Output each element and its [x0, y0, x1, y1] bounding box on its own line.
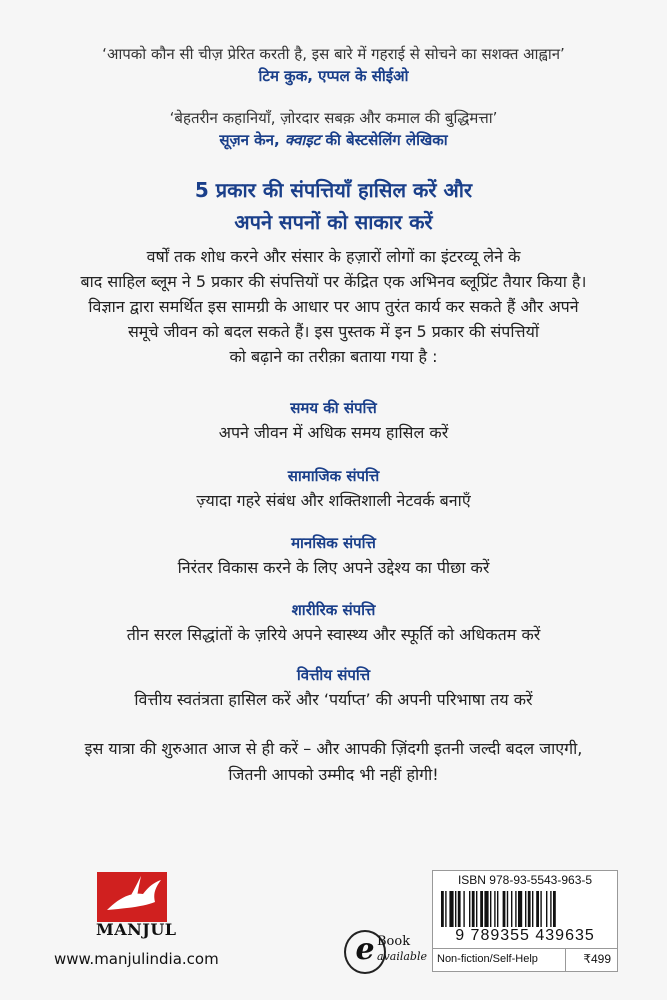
isbn-barcode: [432, 870, 618, 972]
intro-line-1: वर्षों तक शोध करने और संसार के हज़ारों लोगों का इंटरव्यू लेने के: [146, 247, 521, 266]
barcode-bar: [441, 891, 444, 927]
barcode-info-row: [433, 948, 617, 971]
section-financial-title: वित्तीय संपत्ति: [296, 666, 371, 684]
barcode-bar: [484, 891, 488, 927]
barcode-bar: [503, 891, 506, 927]
quote-1-text: ‘आपको कौन सी चीज़ प्रेरित करती है, इस बारे में गहराई से सोचने का सशक्त आह्वान’: [102, 45, 565, 63]
barcode-bar: [550, 891, 551, 927]
section-mental-title: मानसिक संपत्ति: [291, 534, 376, 552]
closing-line-2: जितनी आपको उम्मीद भी नहीं होगी!: [228, 765, 439, 784]
section-mental-desc: निरंतर विकास करने के लिए अपने उद्देश्य का पीछा करें: [177, 558, 490, 577]
section-time-desc: अपने जीवन में अधिक समय हासिल करें: [218, 423, 449, 442]
ebook-available-label: available: [377, 950, 427, 963]
barcode-bars: [441, 891, 609, 927]
intro-line-5: को बढ़ाने का तरीक़ा बताया गया है :: [229, 347, 438, 366]
barcode-bar: [540, 891, 541, 927]
barcode-bar: [469, 891, 470, 927]
barcode-digits: 9 789355 439635: [455, 927, 595, 944]
book-price: ₹499: [583, 952, 611, 966]
section-social-desc: ज़्यादा गहरे संबंध और शक्तिशाली नेटवर्क बनाएँ: [196, 491, 471, 510]
price-divider: [565, 949, 566, 971]
section-time-title: समय की संपत्ति: [290, 399, 377, 417]
barcode-bar: [546, 891, 547, 927]
barcode-bar: [518, 891, 522, 927]
quote-2-author: [0, 130, 667, 150]
barcode-bar: [515, 891, 516, 927]
barcode-bar: [458, 891, 461, 927]
intro-line-4: समूचे जीवन को बदल सकते हैं। इस पुस्तक में इन 5 प्रकार की संपत्तियों: [127, 322, 540, 341]
barcode-bar: [528, 891, 531, 927]
section-social-title: सामाजिक संपत्ति: [287, 467, 380, 485]
barcode-bar: [525, 891, 526, 927]
isbn-number: ISBN 978-93-5543-963-5: [457, 873, 593, 887]
quote-2-text: ‘बेहतरीन कहानियाँ, ज़ोरदार सबक़ और कमाल की बुद्धिमत्ता’: [169, 109, 498, 127]
section-physical-desc: तीन सरल सिद्धांतों के ज़रिये अपने स्वास्थ्य और स्फूर्ति को अधिकतम करें: [126, 625, 541, 644]
barcode-bar: [553, 891, 556, 927]
barcode-bar: [480, 891, 483, 927]
barcode-bar: [497, 891, 498, 927]
barcode-bar: [472, 891, 475, 927]
barcode-bar: [445, 891, 446, 927]
quote-2-author-rest: की बेस्टसेलिंग लेखिका: [325, 131, 448, 149]
ebook-label: Book: [377, 934, 411, 949]
barcode-bar: [463, 891, 464, 927]
quote-1-author: टिम कुक, एप्पल के सीईओ: [258, 67, 409, 85]
publisher-logo: [97, 872, 167, 922]
section-financial-desc: वित्तीय स्वतंत्रता हासिल करें और ‘पर्याप्त’ की अपनी परिभाषा तय करें: [134, 690, 533, 709]
section-physical-title: शारीरिक संपत्ति: [291, 601, 376, 619]
barcode-bar: [476, 891, 477, 927]
barcode-bar: [511, 891, 512, 927]
quote-2-author-book: क्वाइट: [284, 131, 321, 149]
barcode-bar: [449, 891, 453, 927]
ebook-e-icon: e: [344, 930, 386, 974]
barcode-bar: [490, 891, 491, 927]
ebook-available-badge: [344, 930, 428, 974]
book-category: Non-fiction/Self-Help: [437, 953, 538, 965]
closing-line-1: इस यात्रा की शुरुआत आज से ही करें – और आपकी ज़िंदगी इतनी जल्दी बदल जाएगी,: [84, 739, 583, 758]
publisher-website[interactable]: www.manjulindia.com: [54, 950, 219, 968]
intro-line-2: बाद साहिल ब्लूम ने 5 प्रकार की संपत्तियों पर केंद्रित एक अभिनव ब्लूप्रिंट तैयार किया है।: [80, 272, 587, 291]
barcode-bar: [507, 891, 508, 927]
intro-line-3: विज्ञान द्वारा समर्थित इस सामग्री के आधार पर आप तुरंत कार्य कर सकते हैं और अपने: [88, 297, 579, 316]
headline-line-2: अपने सपनों को साकार करें: [234, 210, 433, 234]
quote-2-author-name: सूज़न केन,: [219, 131, 280, 149]
barcode-bar: [455, 891, 456, 927]
barcode-bar: [494, 891, 495, 927]
barcode-bar: [532, 891, 533, 927]
headline-line-1: 5 प्रकार की संपत्तियाँ हासिल करें और: [194, 178, 473, 202]
barcode-bar: [536, 891, 539, 927]
publisher-name: MANJUL: [96, 920, 177, 939]
